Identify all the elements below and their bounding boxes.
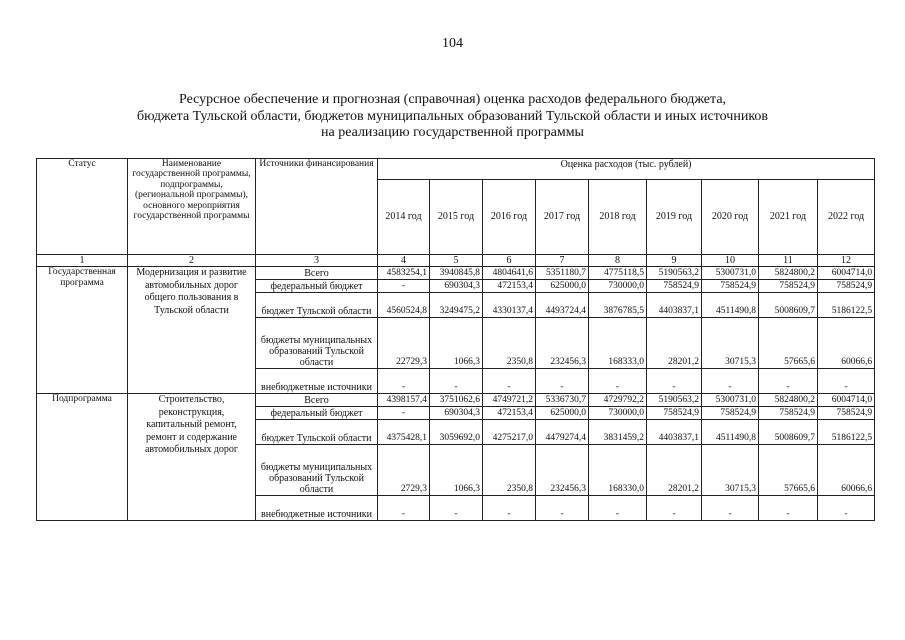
funding-source-cell: федеральный бюджет — [256, 407, 378, 420]
header-status: Статус — [37, 159, 128, 255]
value-cell: 4330137,4 — [483, 293, 536, 318]
column-number: 2 — [128, 255, 256, 267]
value-cell: 5824800,2 — [759, 394, 818, 407]
funding-source-cell: бюджет Тульской области — [256, 293, 378, 318]
value-cell: - — [378, 407, 430, 420]
column-number: 3 — [256, 255, 378, 267]
program-name-cell: Модернизация и развитие автомобильных дорог общего пользования в Тульской области — [128, 267, 256, 394]
value-cell: - — [818, 496, 875, 521]
value-cell: - — [430, 496, 483, 521]
funding-source-cell: федеральный бюджет — [256, 280, 378, 293]
value-cell: 758524,9 — [759, 407, 818, 420]
value-cell: 4804641,6 — [483, 267, 536, 280]
column-number: 5 — [430, 255, 483, 267]
value-cell: 4749721,2 — [483, 394, 536, 407]
value-cell: 5186122,5 — [818, 293, 875, 318]
value-cell: - — [589, 369, 647, 394]
header-year: 2019 год — [647, 180, 702, 255]
value-cell: 28201,2 — [647, 445, 702, 496]
funding-source-cell: бюджеты муниципальных образований Тульской области — [256, 445, 378, 496]
column-number: 4 — [378, 255, 430, 267]
column-number: 6 — [483, 255, 536, 267]
header-year: 2016 год — [483, 180, 536, 255]
column-number: 7 — [536, 255, 589, 267]
header-year: 2021 год — [759, 180, 818, 255]
value-cell: 758524,9 — [759, 280, 818, 293]
value-cell: 3059692,0 — [430, 420, 483, 445]
value-cell: - — [702, 369, 759, 394]
value-cell: 4775118,5 — [589, 267, 647, 280]
value-cell: 5824800,2 — [759, 267, 818, 280]
table-row — [37, 267, 875, 280]
value-cell: 758524,9 — [818, 280, 875, 293]
value-cell: - — [483, 496, 536, 521]
value-cell: 3249475,2 — [430, 293, 483, 318]
header-name: Наименование государственной программы, подпрограммы, (региональной программы), основного мероприятия государственной программы — [128, 159, 256, 255]
value-cell: 4729792,2 — [589, 394, 647, 407]
status-cell: Подпрограмма — [37, 394, 128, 521]
value-cell: 5300731,0 — [702, 267, 759, 280]
value-cell: 730000,0 — [589, 280, 647, 293]
value-cell: 28201,2 — [647, 318, 702, 369]
value-cell: 232456,3 — [536, 445, 589, 496]
column-number: 1 — [37, 255, 128, 267]
value-cell: 2350,8 — [483, 318, 536, 369]
value-cell: 758524,9 — [702, 407, 759, 420]
title-line: бюджета Тульской области, бюджетов муниципальных образований Тульской области и иных источников — [136, 108, 769, 124]
value-cell: 5190563,2 — [647, 394, 702, 407]
value-cell: 4479274,4 — [536, 420, 589, 445]
value-cell: - — [378, 280, 430, 293]
value-cell: 60066,6 — [818, 318, 875, 369]
value-cell: 3751062,6 — [430, 394, 483, 407]
table-row — [37, 394, 875, 407]
value-cell: 472153,4 — [483, 407, 536, 420]
value-cell: - — [818, 369, 875, 394]
column-number: 10 — [702, 255, 759, 267]
value-cell: 57665,6 — [759, 445, 818, 496]
value-cell: 5008609,7 — [759, 293, 818, 318]
value-cell: 625000,0 — [536, 407, 589, 420]
value-cell: - — [483, 369, 536, 394]
value-cell: - — [536, 369, 589, 394]
value-cell: 4375428,1 — [378, 420, 430, 445]
value-cell: 690304,3 — [430, 280, 483, 293]
value-cell: 60066,6 — [818, 445, 875, 496]
header-year: 2022 год — [818, 180, 875, 255]
value-cell: 4493724,4 — [536, 293, 589, 318]
funding-source-cell: бюджеты муниципальных образований Тульской области — [256, 318, 378, 369]
value-cell: 5190563,2 — [647, 267, 702, 280]
value-cell: 758524,9 — [647, 280, 702, 293]
value-cell: 1066,3 — [430, 318, 483, 369]
value-cell: 472153,4 — [483, 280, 536, 293]
column-number: 8 — [589, 255, 647, 267]
header-year: 2017 год — [536, 180, 589, 255]
page-number: 104 — [442, 36, 463, 51]
budget-table — [36, 158, 875, 521]
column-number-row — [37, 255, 875, 267]
value-cell: 4403837,1 — [647, 293, 702, 318]
value-cell: 4275217,0 — [483, 420, 536, 445]
value-cell: 5186122,5 — [818, 420, 875, 445]
value-cell: 5336730,7 — [536, 394, 589, 407]
value-cell: 690304,3 — [430, 407, 483, 420]
value-cell: 758524,9 — [702, 280, 759, 293]
value-cell: 730000,0 — [589, 407, 647, 420]
value-cell: - — [702, 496, 759, 521]
value-cell: 758524,9 — [647, 407, 702, 420]
value-cell: 5351180,7 — [536, 267, 589, 280]
value-cell: 4560524,8 — [378, 293, 430, 318]
column-number: 12 — [818, 255, 875, 267]
value-cell: 758524,9 — [818, 407, 875, 420]
funding-source-cell: внебюджетные источники — [256, 496, 378, 521]
value-cell: 4583254,1 — [378, 267, 430, 280]
value-cell: - — [378, 369, 430, 394]
value-cell: 2729,3 — [378, 445, 430, 496]
value-cell: 3831459,2 — [589, 420, 647, 445]
value-cell: 57665,6 — [759, 318, 818, 369]
value-cell: - — [647, 496, 702, 521]
value-cell: 168333,0 — [589, 318, 647, 369]
value-cell: 3876785,5 — [589, 293, 647, 318]
value-cell: 22729,3 — [378, 318, 430, 369]
title-line: на реализацию государственной программы — [321, 125, 584, 140]
column-number: 9 — [647, 255, 702, 267]
value-cell: - — [589, 496, 647, 521]
value-cell: - — [430, 369, 483, 394]
value-cell: 4398157,4 — [378, 394, 430, 407]
value-cell: 3940845,8 — [430, 267, 483, 280]
value-cell: 5008609,7 — [759, 420, 818, 445]
value-cell: 1066,3 — [430, 445, 483, 496]
header-year: 2015 год — [430, 180, 483, 255]
column-number: 11 — [759, 255, 818, 267]
header-row — [37, 159, 875, 180]
funding-source-cell: Всего — [256, 267, 378, 280]
value-cell: 4511490,8 — [702, 420, 759, 445]
header-estimate: Оценка расходов (тыс. рублей) — [378, 159, 875, 180]
value-cell: 232456,3 — [536, 318, 589, 369]
status-cell: Государственная программа — [37, 267, 128, 394]
value-cell: 6004714,0 — [818, 394, 875, 407]
header-source: Источники финансирования — [256, 159, 378, 255]
funding-source-cell: Всего — [256, 394, 378, 407]
value-cell: 2350,8 — [483, 445, 536, 496]
value-cell: 625000,0 — [536, 280, 589, 293]
value-cell: - — [378, 496, 430, 521]
header-year: 2018 год — [589, 180, 647, 255]
header-year: 2020 год — [702, 180, 759, 255]
value-cell: 168330,0 — [589, 445, 647, 496]
value-cell: - — [536, 496, 589, 521]
value-cell: 30715,3 — [702, 318, 759, 369]
program-name-cell: Строительство, реконструкция, капитальный ремонт, ремонт и содержание автомобильных дорог — [128, 394, 256, 521]
value-cell: 30715,3 — [702, 445, 759, 496]
value-cell: 6004714,0 — [818, 267, 875, 280]
document-title — [0, 92, 905, 142]
funding-source-cell: внебюджетные источники — [256, 369, 378, 394]
value-cell: 4403837,1 — [647, 420, 702, 445]
value-cell: - — [759, 369, 818, 394]
value-cell: 4511490,8 — [702, 293, 759, 318]
value-cell: 5300731,0 — [702, 394, 759, 407]
header-year: 2014 год — [378, 180, 430, 255]
value-cell: - — [647, 369, 702, 394]
value-cell: - — [759, 496, 818, 521]
title-line: Ресурсное обеспечение и прогнозная (справочная) оценка расходов федерального бюджета, — [178, 92, 727, 107]
funding-source-cell: бюджет Тульской области — [256, 420, 378, 445]
